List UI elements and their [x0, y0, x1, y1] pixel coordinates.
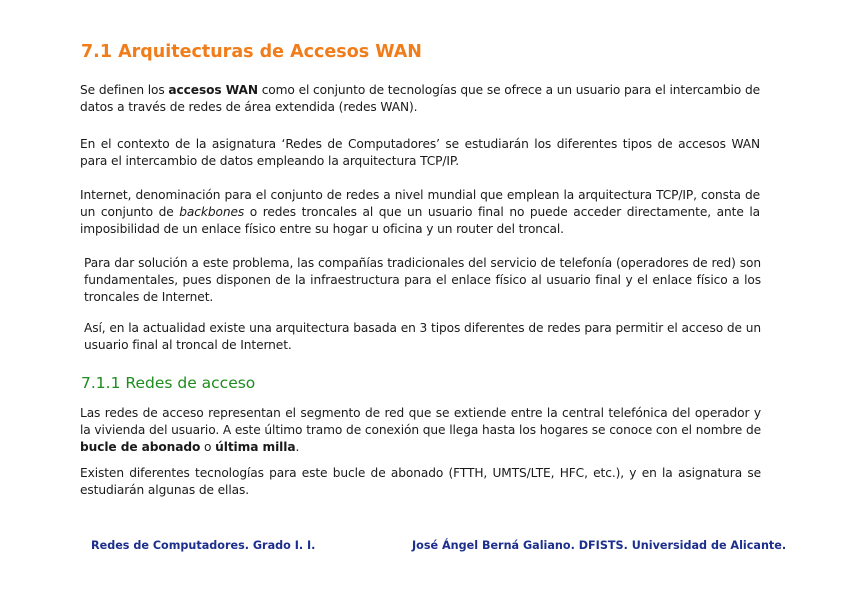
paragraph-access-networks	[80, 405, 761, 456]
paragraph-architecture: Así, en la actualidad existe una arquitectura basada en 3 tipos diferentes de redes para permitir el acceso de un usuario final al troncal de Internet.	[84, 321, 761, 352]
text-span: .	[295, 440, 300, 454]
footer-course: Redes de Computadores. Grado I. I.	[91, 539, 316, 552]
paragraph-solution: Para dar solución a este problema, las compañías tradicionales del servicio de telefonía (operadores de red) son fundamentales, pues disponen de la infraestructura para el enlace físico al usuario final y el enlace físico a los troncales de Internet.	[84, 256, 761, 304]
bold-term: última milla	[215, 440, 296, 454]
bold-term: accesos WAN	[168, 83, 258, 97]
bold-term: bucle de abonado	[80, 440, 201, 454]
text-span: o	[200, 440, 216, 454]
text-span: Internet, denominación para el conjunto de redes a nivel mundial que emplean la arquitectura TCP/IP, consta de un conjunto de	[80, 188, 760, 219]
text-span: o redes troncales al que un usuario final no puede acceder directamente, ante la imposibilidad de un enlace físico entre su hogar u oficina y un router del troncal.	[80, 205, 760, 236]
paragraph-technologies: Existen diferentes tecnologías para este bucle de abonado (FTTH, UMTS/LTE, HFC, etc.), y en la asignatura se estudiarán algunas de ellas.	[80, 466, 761, 497]
section-subtitle: 7.1.1 Redes de acceso	[81, 374, 256, 392]
italic-term: backbones	[179, 205, 245, 219]
paragraph-definition	[80, 82, 760, 116]
footer-author: José Ángel Berná Galiano. DFISTS. Universidad de Alicante.	[412, 539, 787, 552]
text-span: como el conjunto de tecnologías que se ofrece a un usuario para el intercambio de datos a través de redes de área extendida (redes WAN).	[80, 83, 760, 114]
text-span: Se definen los	[80, 83, 169, 97]
text-span: Las redes de acceso representan el segmento de red que se extiende entre la central telefónica del operador y la vivienda del usuario. A este último tramo de conexión que llega hasta los hogares se conoce con el nombre de	[80, 406, 761, 437]
paragraph-internet	[80, 187, 760, 238]
paragraph-context: En el contexto de la asignatura ‘Redes de Computadores’ se estudiarán los diferentes tipos de accesos WAN para el intercambio de datos empleando la arquitectura TCP/IP.	[80, 137, 760, 168]
page-title: 7.1 Arquitecturas de Accesos WAN	[81, 42, 422, 62]
